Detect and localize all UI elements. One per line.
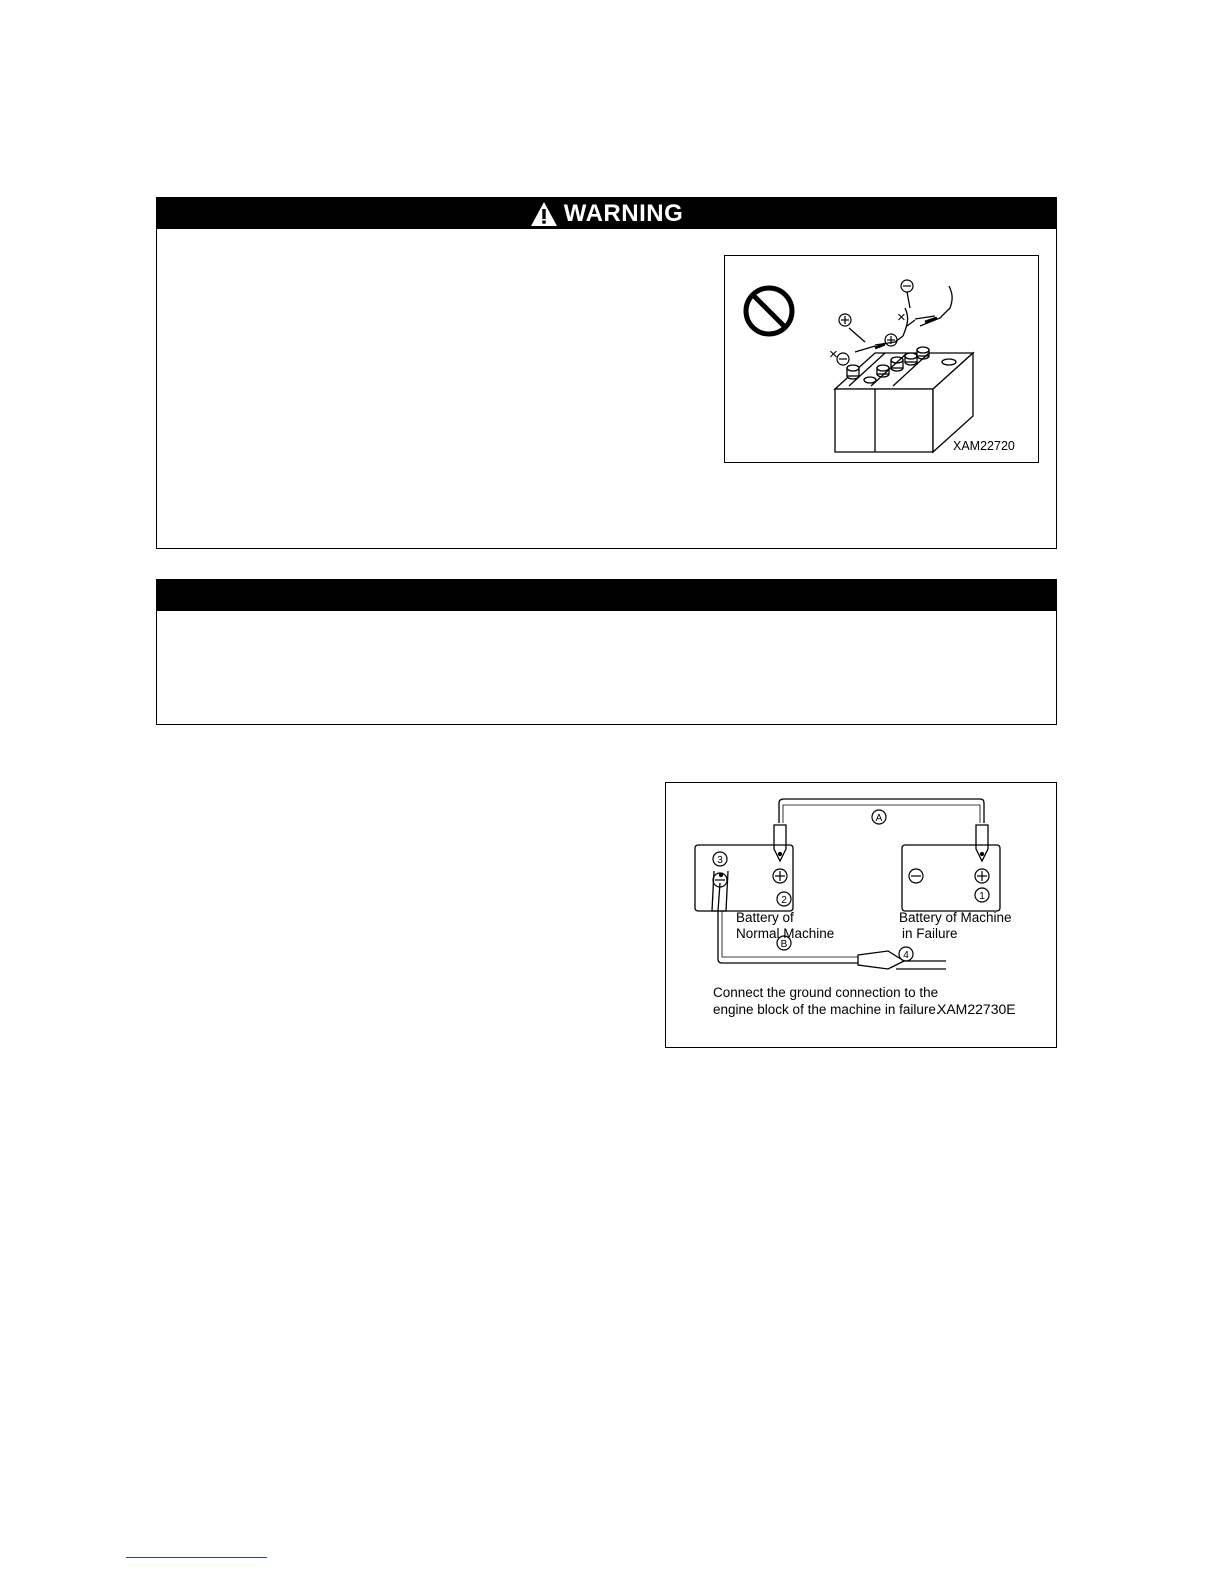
figure-id: XAM22730E [937,1001,1016,1017]
wrong-mark-left: × [829,346,838,363]
step-3-label: 3 [717,855,723,866]
step-2-label: 2 [781,895,787,906]
no-symbol-icon [746,288,792,334]
warning-triangle-icon [530,201,558,227]
cable-a-label: A [875,813,883,824]
wrong-mark-right: × [897,309,906,326]
warning-header [157,198,1056,229]
battery-illustration [835,347,973,452]
step-1-label: 1 [979,891,985,902]
caption-line-1: Connect the ground connection to the [713,985,939,1000]
normal-battery-label-1: Battery of [736,910,794,925]
failure-battery-label-2: in Failure [902,926,958,941]
notice-header [157,580,1056,611]
battery-prohibited-figure [724,255,1039,463]
caption-line-2: engine block of the machine in failure. [713,1002,940,1017]
cable-b-label: B [780,939,788,950]
footer-rule [126,1557,267,1558]
normal-battery-label-2: Normal Machine [736,926,835,941]
step-4-label: 4 [903,950,909,961]
figure-id: XAM22720 [953,439,1015,453]
notice-box [156,579,1057,725]
jump-start-figure [665,782,1057,1048]
warning-box [156,197,1057,549]
failure-battery-label-1: Battery of Machine [899,910,1012,925]
warning-title: WARNING [563,199,684,227]
